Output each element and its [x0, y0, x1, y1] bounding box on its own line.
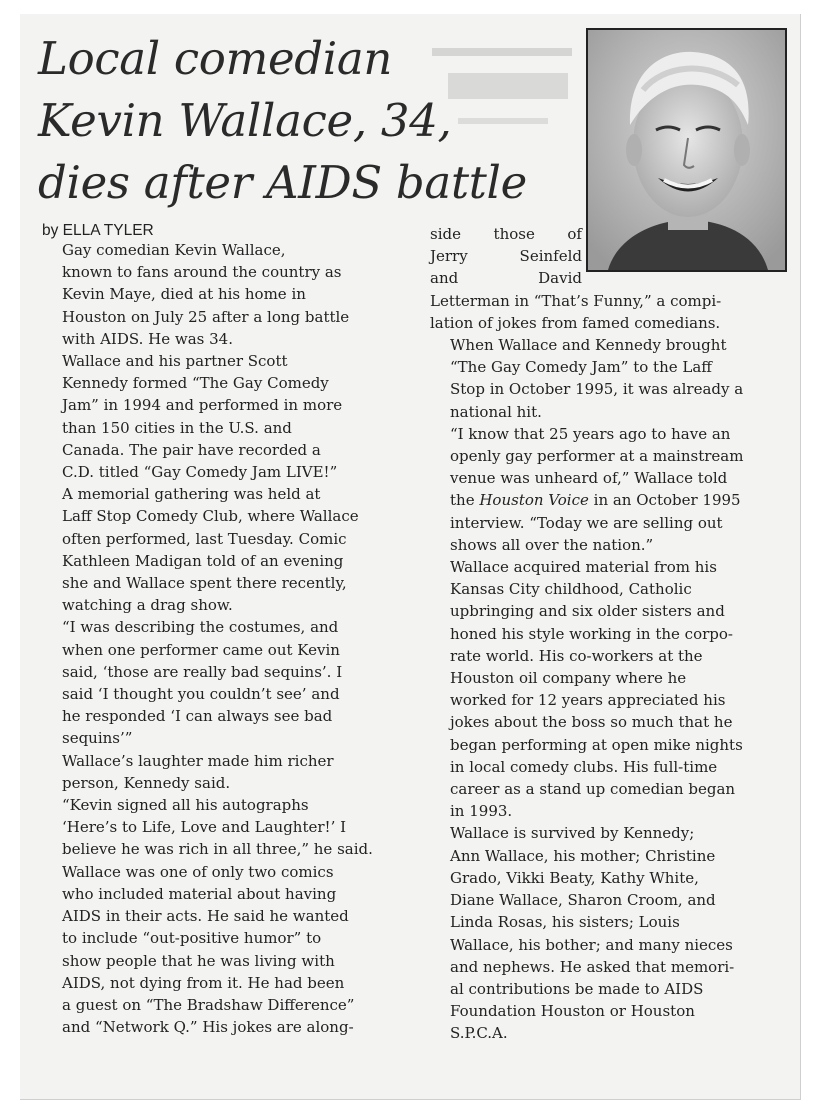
text-line: “The Gay Comedy Jam” to the Laff [450, 358, 712, 377]
column2-wrap-text [430, 223, 582, 290]
text-line: Laff Stop Comedy Club, where Wallace [62, 507, 359, 526]
text-line: venue was unheard of,” Wallace told [450, 469, 728, 488]
text-line: Linda Rosas, his sisters; Louis [450, 913, 680, 932]
text-line: Kansas City childhood, Catholic [450, 580, 692, 599]
text-line: who included material about having [62, 884, 337, 903]
text-line: than 150 cities in the U.S. and [62, 418, 292, 437]
text-line: Gay comedian Kevin Wallace, [62, 241, 286, 259]
text-line: Jerry Seinfeld [430, 247, 582, 266]
text-line: Wallace acquired material from his [450, 558, 717, 577]
text-line: “Kevin signed all his autographs [62, 796, 309, 815]
text-line: and David [430, 269, 582, 288]
text-line: sequins’” [62, 729, 133, 748]
text-line: person, Kennedy said. [62, 773, 231, 792]
text-line: said ‘I thought you couldn’t see’ and [62, 685, 340, 704]
text-line: AIDS in their acts. He said he wanted [62, 907, 349, 926]
text-line: in local comedy clubs. His full-time [450, 757, 718, 776]
paragraph [430, 290, 784, 334]
headline [38, 28, 583, 214]
text-line: and nephews. He asked that memori- [450, 957, 735, 976]
text-line: Wallace, his bother; and many nieces [450, 935, 733, 954]
text-line: honed his style working in the corpo- [450, 624, 733, 643]
text-line: often performed, last Tuesday. Comic [62, 529, 347, 548]
paragraph [42, 350, 415, 483]
text-line: Kathleen Madigan told of an evening [62, 551, 344, 570]
byline: by ELLA TYLER [42, 222, 154, 239]
paragraph [42, 239, 415, 350]
text-line: to include “out-positive humor” to [62, 929, 322, 948]
text-line: Wallace was one of only two comics [62, 862, 334, 881]
text-line: national hit. [450, 402, 542, 421]
text-line: in 1993. [450, 802, 513, 821]
paragraph [42, 750, 415, 794]
text-line: Kevin Maye, died at his home in [62, 285, 306, 304]
text-line: al contributions be made to AIDS [450, 979, 704, 998]
text-line: Canada. The pair have recorded a [62, 440, 321, 459]
article-column-2 [430, 223, 784, 1045]
text-line: worked for 12 years appreciated his [450, 691, 726, 710]
paragraph [42, 861, 415, 1039]
text-line: when one performer came out Kevin [62, 640, 340, 659]
text-line: “I was describing the costumes, and [62, 618, 339, 637]
headline-line: Kevin Wallace, 34, [38, 94, 452, 147]
text-line: known to fans around the country as [62, 263, 342, 282]
text-line: rate world. His co-workers at the [450, 646, 703, 665]
text-line: S.P.C.A. [450, 1024, 508, 1043]
headline-line: Local comedian [38, 32, 393, 85]
text-line: with AIDS. He was 34. [62, 329, 233, 348]
text-line: Houston oil company where he [450, 669, 687, 688]
paragraph [430, 423, 784, 556]
text-line: upbringing and six older sisters and [450, 602, 725, 621]
text-line: shows all over the nation.” [450, 535, 654, 554]
text-line: Letterman in “That’s Funny,” a compi- [430, 291, 722, 310]
text-line: the Houston Voice in an October 1995 [450, 491, 741, 510]
paragraph [42, 616, 415, 749]
text-line: began performing at open mike nights [450, 735, 743, 754]
paragraph [430, 556, 784, 822]
text-line: lation of jokes from famed comedians. [430, 313, 721, 332]
text-line: Houston on July 25 after a long battle [62, 307, 350, 326]
text-line: he responded ‘I can always see bad [62, 707, 333, 726]
text-line: Grado, Vikki Beaty, Kathy White, [450, 868, 699, 887]
paragraph [430, 822, 784, 1044]
text-line: Kennedy formed “The Gay Comedy [62, 374, 329, 393]
article-column-1 [42, 239, 415, 1038]
paragraph [430, 334, 784, 423]
text-line: When Wallace and Kennedy brought [450, 336, 727, 355]
text-line: career as a stand up comedian began [450, 780, 736, 799]
text-line: openly gay performer at a mainstream [450, 447, 744, 466]
text-line: A memorial gathering was held at [62, 485, 321, 504]
text-line: a guest on “The Bradshaw Difference” [62, 995, 355, 1014]
text-line: Wallace is survived by Kennedy; [450, 824, 695, 843]
text-line: Stop in October 1995, it was already a [450, 380, 744, 399]
text-line: believe he was rich in all three,” he said. [62, 840, 373, 859]
text-line: “I know that 25 years ago to have an [450, 424, 731, 443]
text-line: watching a drag show. [62, 596, 233, 615]
text-line: ‘Here’s to Life, Love and Laughter!’ I [62, 818, 347, 837]
paragraph [42, 483, 415, 616]
text-line: Diane Wallace, Sharon Croom, and [450, 891, 716, 910]
text-line: jokes about the boss so much that he [450, 713, 733, 732]
text-line: Foundation Houston or Houston [450, 1002, 695, 1021]
text-line: said, ‘those are really bad sequins’. I [62, 662, 343, 681]
text-line: Wallace’s laughter made him richer [62, 751, 334, 770]
headline-line: dies after AIDS battle [38, 156, 527, 209]
text-line: show people that he was living with [62, 951, 335, 970]
text-line: AIDS, not dying from it. He had been [62, 973, 345, 992]
text-line: interview. “Today we are selling out [450, 513, 723, 532]
text-line: she and Wallace spent there recently, [62, 574, 347, 593]
paragraph [42, 794, 415, 861]
text-line: side those of [430, 225, 582, 243]
text-line: Wallace and his partner Scott [62, 352, 288, 371]
text-line: Jam” in 1994 and performed in more [62, 396, 343, 415]
text-line: and “Network Q.” His jokes are along- [62, 1018, 354, 1037]
text-line: C.D. titled “Gay Comedy Jam LIVE!” [62, 463, 338, 482]
text-line: Ann Wallace, his mother; Christine [450, 846, 716, 865]
